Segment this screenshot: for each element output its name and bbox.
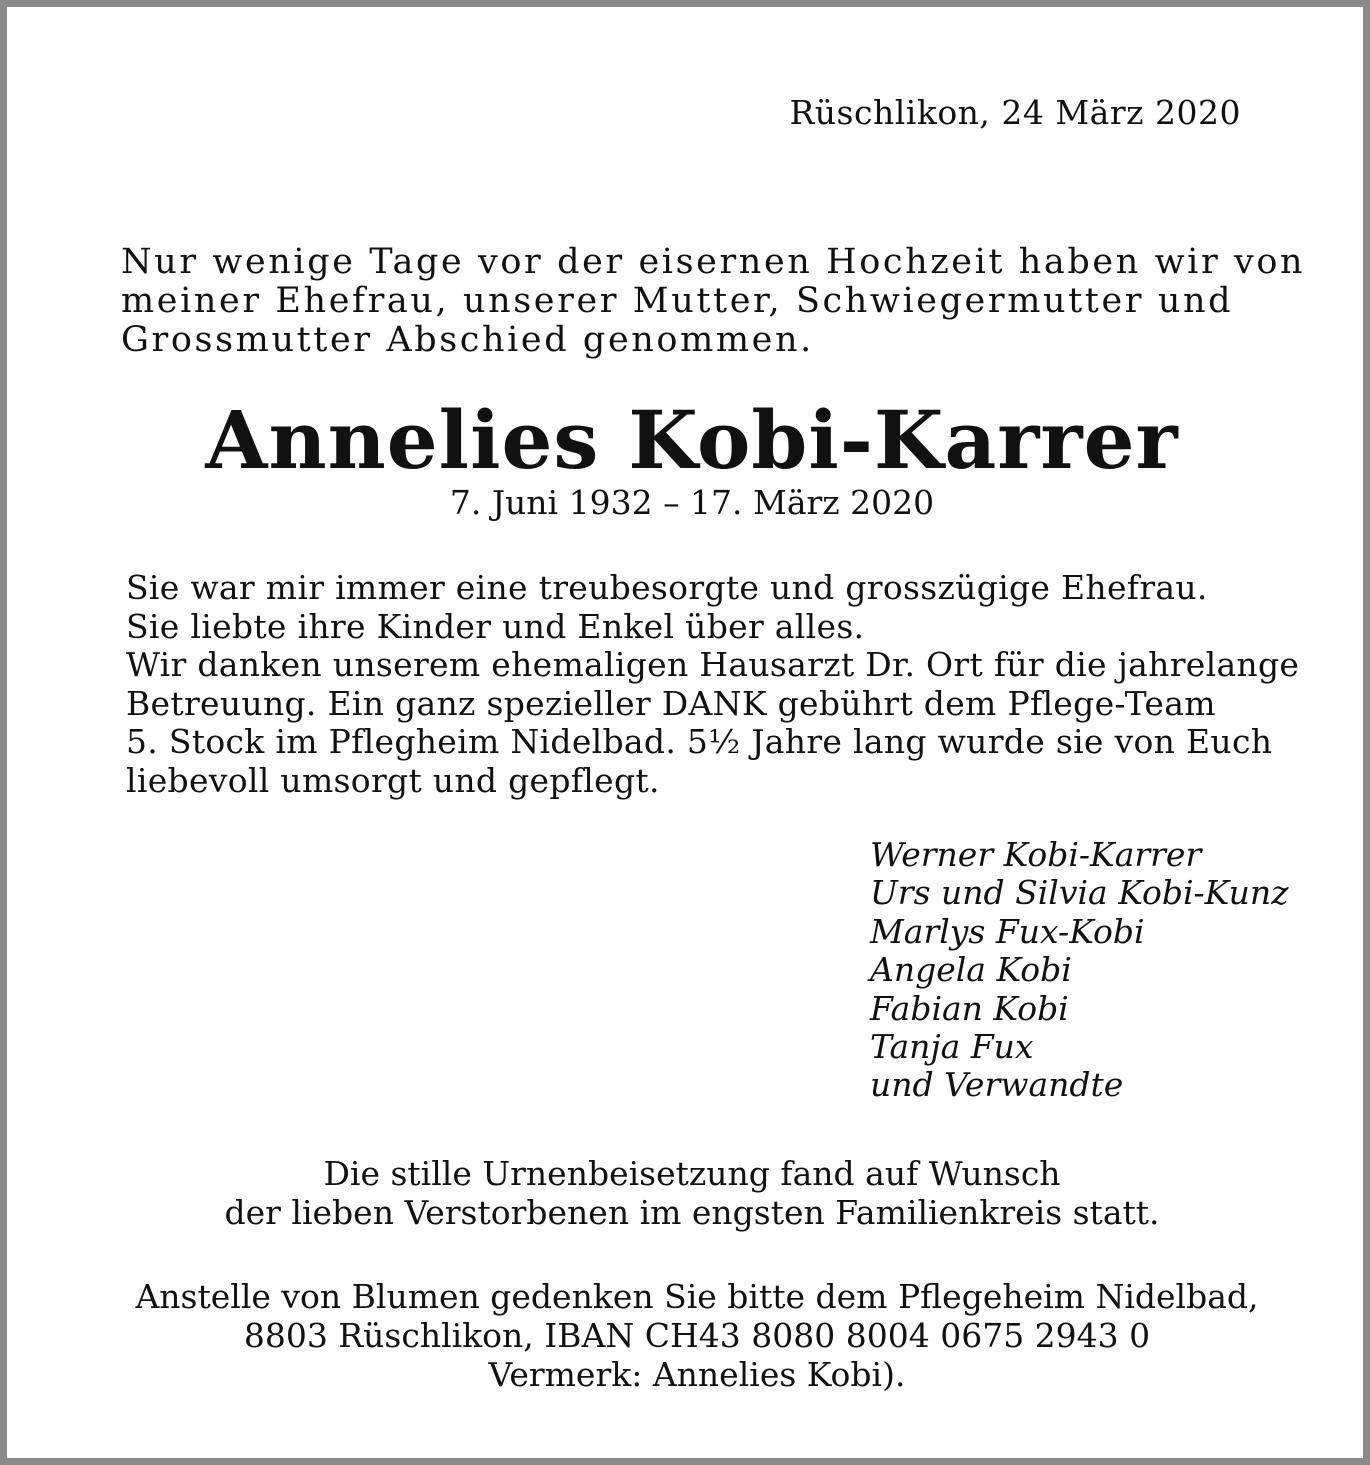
intro-line: Nur wenige Tage vor der eisernen Hochzeit haben wir von (121, 242, 1306, 282)
tribute-line: Wir danken unserem ehemaligen Hausarzt Dr. Ort für die jahrelange (126, 645, 1300, 684)
deceased-name: Annelies Kobi-Karrer (205, 393, 1179, 487)
mourner-name: Urs und Silvia Kobi-Kunz (870, 873, 1289, 913)
tribute-line: 5. Stock im Pflegheim Nidelbad. 5½ Jahre lang wurde sie von Euch (126, 722, 1273, 761)
donation-line: Anstelle von Blumen gedenken Sie bitte dem Pflegeheim Nidelbad, (135, 1277, 1259, 1316)
mourner-name: Marlys Fux-Kobi (870, 911, 1145, 951)
tribute-line: liebevoll umsorgt und gepflegt. (126, 760, 660, 800)
donation-line: Vermerk: Annelies Kobi). (488, 1355, 906, 1394)
mourner-name: Tanja Fux (870, 1027, 1034, 1067)
tribute-paragraph (126, 569, 1326, 800)
mourner-name: Fabian Kobi (870, 988, 1069, 1028)
place-date: Rüschlikon, 24 März 2020 (789, 93, 1241, 132)
burial-notice (7, 1154, 1370, 1232)
donation-line: 8803 Rüschlikon, IBAN CH43 8080 8004 0675 2943 0 (243, 1316, 1151, 1355)
life-dates: 7. Juni 1932 – 17. März 2020 (449, 483, 935, 522)
mourner-name: Angela Kobi (870, 950, 1072, 990)
mourner-name: und Verwandte (870, 1065, 1124, 1105)
donation-notice (7, 1277, 1370, 1394)
burial-line: Die stille Urnenbeisetzung fand auf Wunsch (323, 1154, 1061, 1193)
burial-line: der lieben Verstorbenen im engsten Familienkreis statt. (224, 1193, 1160, 1232)
tribute-line: Betreuung. Ein ganz spezieller DANK gebührt dem Pflege-Team (126, 683, 1216, 723)
mourner-name: Werner Kobi-Karrer (870, 835, 1202, 874)
intro-paragraph (121, 242, 1306, 360)
intro-line: Grossmutter Abschied genommen. (121, 320, 814, 360)
mourners-list (870, 836, 1289, 1105)
tribute-line: Sie war mir immer eine treubesorgte und grosszügige Ehefrau. (126, 568, 1208, 607)
intro-line: meiner Ehefrau, unserer Mutter, Schwiegermutter und (121, 281, 1234, 321)
tribute-line: Sie liebte ihre Kinder und Enkel über alles. (126, 606, 865, 646)
